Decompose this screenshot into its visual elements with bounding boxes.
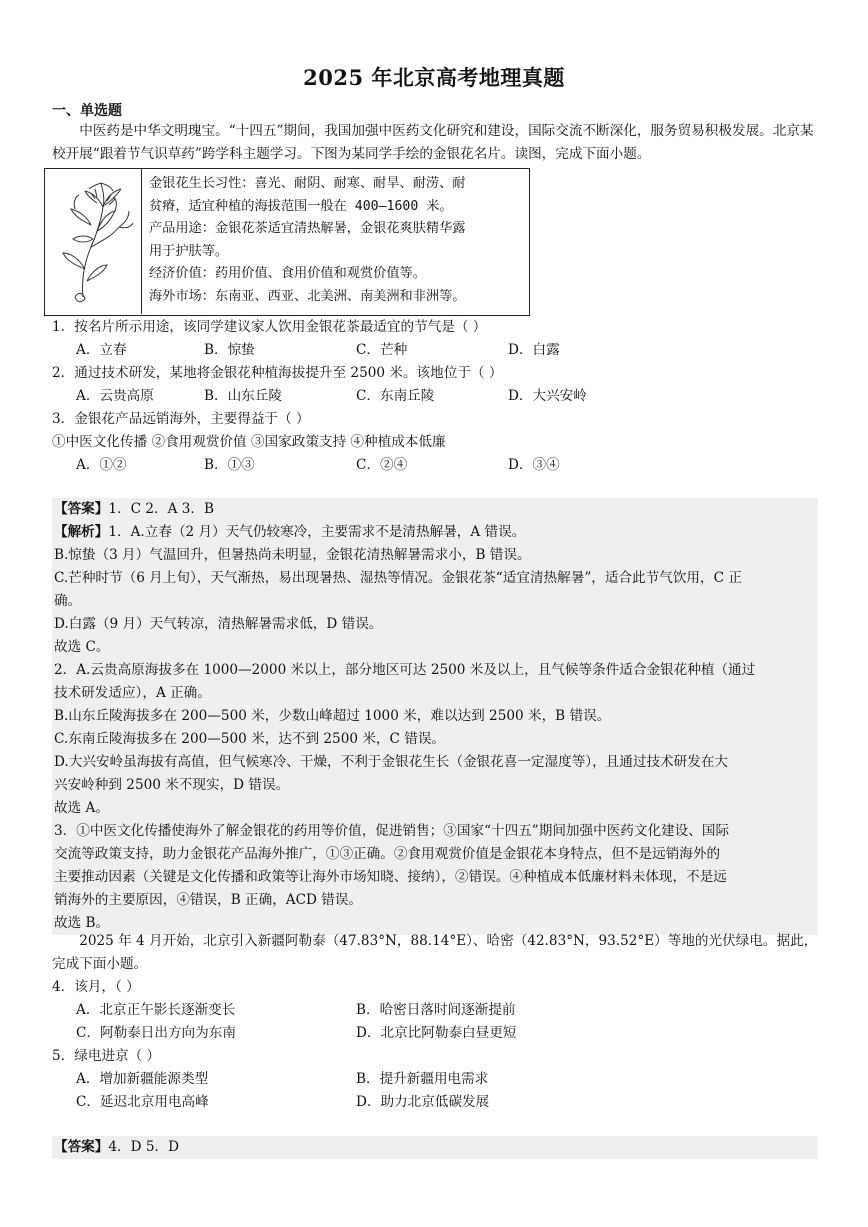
analysis-line: 销海外的主要原因，④错误，B 正确，ACD 错误。 [54,892,363,908]
question-2-option-a[interactable]: A．云贵高原 [76,388,154,404]
analysis-line: D.大兴安岭虽海拔有高值，但气候寒冷、干燥，不利于金银花生长（金银花喜一定湿度等），且通过技术研发在大 [54,754,729,770]
answer-block-1 [52,498,818,935]
analysis-line: C.芒种时节（6 月上旬），天气渐热，易出现暑热、湿热等情况。金银花茶“适宜清热解暑”，适合此节气饮用，C 正 [54,570,742,586]
honeysuckle-card [44,168,530,316]
analysis-line: 确。 [54,593,82,609]
card-line: 海外市场：东南亚、西亚、北美洲、南美洲和非洲等。 [149,288,466,304]
analysis-row [52,521,818,544]
section-heading: 一、单选题 [52,103,122,119]
analysis-line: 2．A.云贵高原海拔多在 1000—2000 米以上，部分地区可达 2500 米及以上，且气候等条件适合金银花种植（通过 [54,662,756,678]
honeysuckle-illustration [45,169,142,314]
answer-block-2 [52,1136,818,1159]
analysis-line: 交流等政策支持，助力金银花产品海外推广，①③正确。②食用观赏价值是金银花本身特点，但不是远销海外的 [54,846,721,862]
question-1-option-c[interactable]: C．芒种 [356,342,408,358]
question-3-option-d[interactable]: D．③④ [508,457,560,473]
question-5-option-b[interactable]: B．提升新疆用电需求 [356,1071,489,1087]
answer-row [52,1136,818,1159]
analysis-line: B.山东丘陵海拔多在 200—500 米，少数山峰超过 1000 米，难以达到 2500 米，B 错误。 [54,708,611,724]
card-line: 金银花生长习性：喜光、耐阴、耐寒、耐旱、耐涝、耐 [149,176,466,191]
question-1-option-b[interactable]: B．惊蛰 [204,342,255,358]
analysis-line: D.白露（9 月）天气转凉，清热解暑需求低，D 错误。 [54,616,383,632]
analysis-line: B.惊蛰（3 月）气温回升，但暑热尚未明显，金银花清热解暑需求小，B 错误。 [54,547,531,563]
question-2-option-d[interactable]: D．大兴安岭 [508,388,587,404]
card-line: 贫瘠，适宜种植的海拔范围一般在 400—1600 米。 [149,198,453,214]
answer-row [52,498,818,521]
card-line: 产品用途：金银花茶适宜清热解暑，金银花爽肤精华露 [149,221,466,237]
question-5-stem: 5．绿电进京（ ） [52,1048,161,1064]
question-3-option-a[interactable]: A．①② [76,457,127,473]
question-3-option-b[interactable]: B．①③ [204,457,255,473]
intro-paragraph-1: 中医药是中华文明瑰宝。“十四五”期间，我国加强中医药文化研究和建设，国际交流不断深化，服务贸易积极发展。北京某校开展“跟着节气识草药”跨学科主题学习。下图为某同学手绘的金银花名片。读图，完成下面小题。 [52,123,814,162]
question-1-option-a[interactable]: A．立春 [76,342,127,358]
question-1-option-d[interactable]: D．白露 [508,342,560,358]
page-title: 2025 年北京高考地理真题 [303,65,565,90]
analysis-line: C.东南丘陵海拔多在 200—500 米，达不到 2500 米，C 错误。 [54,731,446,747]
answer-text: 4．D 5．D [108,1139,179,1155]
question-5-option-c[interactable]: C．延迟北京用电高峰 [76,1094,209,1110]
analysis-label: 【解析】 [54,524,109,540]
analysis-line: 主要推动因素（关键是文化传播和政策等让海外市场知晓、接纳），②错误。④种植成本低廉材料未体现，不是远 [54,869,727,885]
question-3-option-c[interactable]: C．②④ [356,457,408,473]
question-2-option-b[interactable]: B．山东丘陵 [204,388,282,404]
question-2-option-c[interactable]: C．东南丘陵 [356,388,435,404]
question-4-stem: 4．该月，（ ） [52,979,140,995]
intro-paragraph-2: 2025 年 4 月开始，北京引入新疆阿勒泰（47.83°N，88.14°E）、哈密（42.83°N，93.52°E）等地的光伏绿电。据此，完成下面小题。 [52,933,818,972]
answer-label: 【答案】 [54,1139,109,1155]
question-5-option-d[interactable]: D．助力北京低碳发展 [356,1094,490,1110]
question-3-stem: 3．金银花产品远销海外，主要得益于（ ） [52,411,310,427]
question-4-option-a[interactable]: A．北京正午影长逐渐变长 [76,1002,236,1018]
analysis-line: 故选 C。 [54,639,110,655]
question-4-option-c[interactable]: C．阿勒泰日出方向为东南 [76,1025,236,1041]
question-2-stem: 2．通过技术研发，某地将金银花种植海拔提升至 2500 米。该地位于（ ） [52,365,503,381]
analysis-line: 故选 A。 [54,800,109,816]
analysis-line: 故选 B。 [54,915,110,931]
analysis-line: 1．A.立春（2 月）天气仍较寒冷，主要需求不是清热解暑，A 错误。 [108,524,526,540]
question-1-stem: 1．按名片所示用途，该同学建议家人饮用金银花茶最适宜的节气是（ ） [52,319,487,335]
question-5-option-a[interactable]: A．增加新疆能源类型 [76,1071,209,1087]
question-4-option-d[interactable]: D．北京比阿勒泰白昼更短 [356,1025,517,1041]
analysis-line: 兴安岭种到 2500 米不现实，D 错误。 [54,777,290,793]
card-text [149,173,521,309]
card-line: 用于护肤等。 [149,243,229,259]
answer-label: 【答案】 [54,501,109,517]
question-3-items: ①中医文化传播 ②食用观赏价值 ③国家政策支持 ④种植成本低廉 [52,434,446,450]
question-4-option-b[interactable]: B．哈密日落时间逐渐提前 [356,1002,516,1018]
answer-text: 1．C 2．A 3．B [108,501,214,517]
analysis-line: 技术研发适应），A 正确。 [54,685,211,701]
card-line: 经济价值：药用价值、食用价值和观赏价值等。 [149,266,426,282]
analysis-line: 3．①中医文化传播使海外了解金银花的药用等价值，促进销售；③国家“十四五”期间加强中医药文化建设、国际 [54,823,730,839]
